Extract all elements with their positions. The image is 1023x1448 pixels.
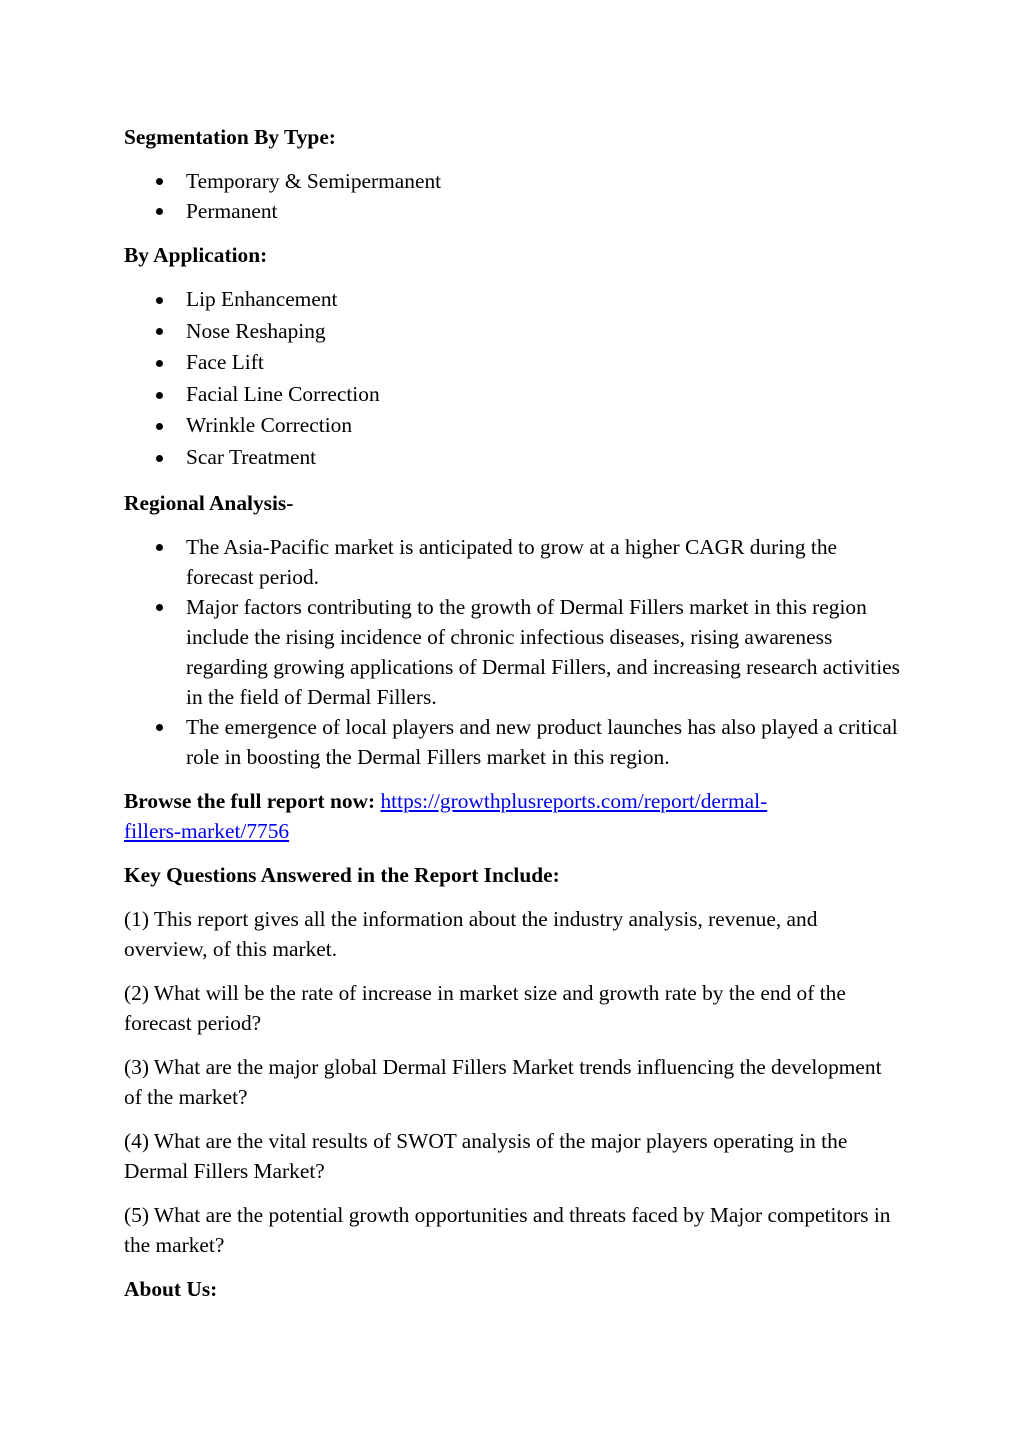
question-item-4: (4) What are the vital results of SWOT analysis of the major players operating in the Dermal Fillers Market? — [124, 1128, 848, 1183]
bullet-icon — [156, 724, 163, 731]
bullet-icon — [156, 392, 163, 399]
document-page — [124, 122, 904, 1304]
bullet-icon — [156, 328, 163, 335]
application-heading: By Application: — [124, 243, 268, 267]
browse-paragraph — [124, 786, 904, 846]
list-item: Permanent — [186, 196, 904, 226]
bullet-icon — [156, 178, 163, 185]
list-item: The Asia-Pacific market is anticipated to grow at a higher CAGR during the forecast period. — [186, 532, 904, 592]
bullet-icon — [156, 604, 163, 611]
regional-list — [124, 532, 904, 772]
bullet-icon — [156, 455, 163, 462]
question-item-1: (1) This report gives all the information about the industry analysis, revenue, and overview, of this market. — [124, 906, 818, 961]
bullet-icon — [156, 423, 163, 430]
regional-heading: Regional Analysis- — [124, 490, 294, 515]
bullet-icon — [156, 544, 163, 551]
application-list — [124, 284, 904, 474]
questions-heading: Key Questions Answered in the Report Include: — [124, 862, 560, 887]
list-item: Wrinkle Correction — [186, 410, 904, 442]
list-item: Nose Reshaping — [186, 316, 904, 348]
segmentation-list — [124, 166, 904, 226]
list-item: Lip Enhancement — [186, 284, 904, 316]
question-item-3: (3) What are the major global Dermal Fillers Market trends influencing the development of the market? — [124, 1054, 882, 1109]
list-item: Scar Treatment — [186, 442, 904, 474]
bullet-icon — [156, 208, 163, 215]
list-item: The emergence of local players and new product launches has also played a critical role in boosting the Dermal Fillers market in this region. — [186, 712, 904, 772]
list-item: Facial Line Correction — [186, 379, 904, 411]
question-item-5: (5) What are the potential growth opportunities and threats faced by Major competitors in the market? — [124, 1202, 891, 1257]
question-item-2: (2) What will be the rate of increase in market size and growth rate by the end of the forecast period? — [124, 980, 846, 1035]
bullet-icon — [156, 297, 163, 304]
segmentation-heading: Segmentation By Type: — [124, 125, 336, 149]
report-link[interactable]: https://growthplusreports.com/report/dermal- fillers-market/7756 — [124, 788, 768, 843]
list-item: Temporary & Semipermanent — [186, 166, 904, 196]
bullet-icon — [156, 360, 163, 367]
list-item: Major factors contributing to the growth of Dermal Fillers market in this region include the rising incidence of chronic infectious diseases, rising awareness regarding growing applications of Dermal Fillers, and increasing research activities in the field of Dermal Fillers. — [186, 592, 904, 712]
about-heading: About Us: — [124, 1276, 218, 1301]
list-item: Face Lift — [186, 347, 904, 379]
browse-label: Browse the full report now: — [124, 788, 376, 813]
